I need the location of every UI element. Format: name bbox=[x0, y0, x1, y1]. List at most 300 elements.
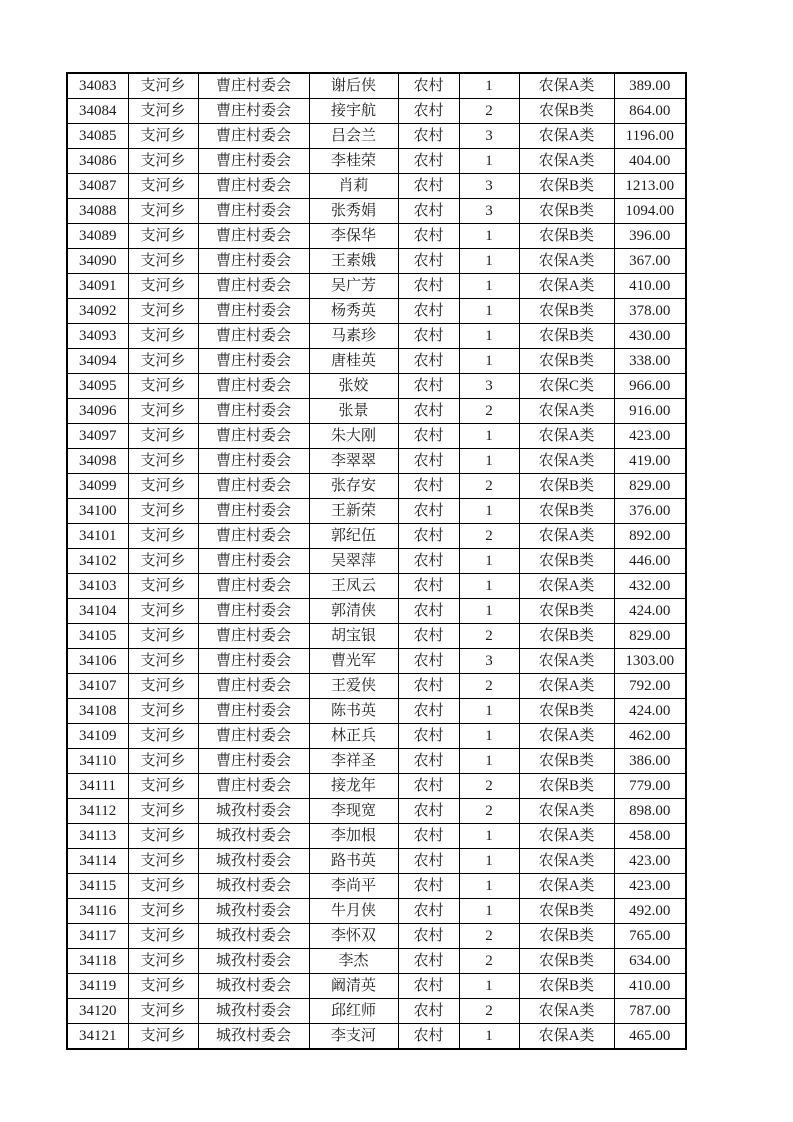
person-count-cell: 3 bbox=[459, 374, 519, 399]
amount-cell: 423.00 bbox=[614, 424, 686, 449]
village-committee-cell: 曹庄村委会 bbox=[198, 574, 309, 599]
table-row bbox=[67, 949, 686, 974]
person-count-cell: 3 bbox=[459, 174, 519, 199]
person-name-cell: 吴广芳 bbox=[309, 274, 398, 299]
township-cell: 支河乡 bbox=[128, 999, 198, 1024]
person-name-cell: 王新荣 bbox=[309, 499, 398, 524]
residence-type-cell: 农村 bbox=[398, 649, 459, 674]
village-committee-cell: 曹庄村委会 bbox=[198, 99, 309, 124]
record-id-cell: 34087 bbox=[67, 174, 128, 199]
insurance-category-cell: 农保B类 bbox=[519, 749, 614, 774]
table-row bbox=[67, 874, 686, 899]
person-count-cell: 1 bbox=[459, 424, 519, 449]
insurance-category-cell: 农保B类 bbox=[519, 349, 614, 374]
table-row bbox=[67, 924, 686, 949]
township-cell: 支河乡 bbox=[128, 174, 198, 199]
residence-type-cell: 农村 bbox=[398, 624, 459, 649]
person-count-cell: 1 bbox=[459, 549, 519, 574]
table-row bbox=[67, 249, 686, 274]
insurance-category-cell: 农保A类 bbox=[519, 799, 614, 824]
amount-cell: 419.00 bbox=[614, 449, 686, 474]
township-cell: 支河乡 bbox=[128, 799, 198, 824]
table-row bbox=[67, 549, 686, 574]
insurance-category-cell: 农保C类 bbox=[519, 374, 614, 399]
record-id-cell: 34120 bbox=[67, 999, 128, 1024]
township-cell: 支河乡 bbox=[128, 874, 198, 899]
person-name-cell: 李翠翠 bbox=[309, 449, 398, 474]
township-cell: 支河乡 bbox=[128, 249, 198, 274]
person-count-cell: 2 bbox=[459, 999, 519, 1024]
residence-type-cell: 农村 bbox=[398, 849, 459, 874]
village-committee-cell: 曹庄村委会 bbox=[198, 424, 309, 449]
residence-type-cell: 农村 bbox=[398, 73, 459, 99]
record-id-cell: 34095 bbox=[67, 374, 128, 399]
village-committee-cell: 城孜村委会 bbox=[198, 849, 309, 874]
residence-type-cell: 农村 bbox=[398, 899, 459, 924]
table-row bbox=[67, 799, 686, 824]
person-name-cell: 李尚平 bbox=[309, 874, 398, 899]
person-count-cell: 1 bbox=[459, 699, 519, 724]
record-id-cell: 34104 bbox=[67, 599, 128, 624]
person-count-cell: 2 bbox=[459, 774, 519, 799]
table-row bbox=[67, 649, 686, 674]
insurance-category-cell: 农保A类 bbox=[519, 1024, 614, 1050]
village-committee-cell: 曹庄村委会 bbox=[198, 73, 309, 99]
amount-cell: 410.00 bbox=[614, 274, 686, 299]
record-id-cell: 34116 bbox=[67, 899, 128, 924]
person-count-cell: 1 bbox=[459, 249, 519, 274]
record-id-cell: 34121 bbox=[67, 1024, 128, 1050]
residence-type-cell: 农村 bbox=[398, 699, 459, 724]
person-name-cell: 李桂荣 bbox=[309, 149, 398, 174]
record-id-cell: 34090 bbox=[67, 249, 128, 274]
village-committee-cell: 曹庄村委会 bbox=[198, 724, 309, 749]
township-cell: 支河乡 bbox=[128, 949, 198, 974]
residence-type-cell: 农村 bbox=[398, 299, 459, 324]
village-committee-cell: 曹庄村委会 bbox=[198, 624, 309, 649]
person-count-cell: 1 bbox=[459, 899, 519, 924]
insurance-category-cell: 农保B类 bbox=[519, 299, 614, 324]
person-count-cell: 3 bbox=[459, 124, 519, 149]
amount-cell: 1094.00 bbox=[614, 199, 686, 224]
insurance-category-cell: 农保A类 bbox=[519, 399, 614, 424]
table-row bbox=[67, 99, 686, 124]
amount-cell: 396.00 bbox=[614, 224, 686, 249]
township-cell: 支河乡 bbox=[128, 299, 198, 324]
person-name-cell: 接龙年 bbox=[309, 774, 398, 799]
person-count-cell: 2 bbox=[459, 524, 519, 549]
township-cell: 支河乡 bbox=[128, 749, 198, 774]
person-name-cell: 吴翠萍 bbox=[309, 549, 398, 574]
township-cell: 支河乡 bbox=[128, 224, 198, 249]
person-name-cell: 李加根 bbox=[309, 824, 398, 849]
person-count-cell: 2 bbox=[459, 924, 519, 949]
amount-cell: 634.00 bbox=[614, 949, 686, 974]
insurance-category-cell: 农保B类 bbox=[519, 899, 614, 924]
township-cell: 支河乡 bbox=[128, 499, 198, 524]
table-row bbox=[67, 474, 686, 499]
residence-type-cell: 农村 bbox=[398, 974, 459, 999]
insurance-category-cell: 农保B类 bbox=[519, 99, 614, 124]
person-count-cell: 1 bbox=[459, 299, 519, 324]
township-cell: 支河乡 bbox=[128, 424, 198, 449]
amount-cell: 898.00 bbox=[614, 799, 686, 824]
table-row bbox=[67, 1024, 686, 1050]
person-name-cell: 陈书英 bbox=[309, 699, 398, 724]
village-committee-cell: 曹庄村委会 bbox=[198, 399, 309, 424]
residence-type-cell: 农村 bbox=[398, 799, 459, 824]
insurance-category-cell: 农保B类 bbox=[519, 324, 614, 349]
table-row bbox=[67, 774, 686, 799]
residence-type-cell: 农村 bbox=[398, 824, 459, 849]
insurance-category-cell: 农保A类 bbox=[519, 274, 614, 299]
record-id-cell: 34085 bbox=[67, 124, 128, 149]
residence-type-cell: 农村 bbox=[398, 574, 459, 599]
amount-cell: 386.00 bbox=[614, 749, 686, 774]
insurance-category-cell: 农保B类 bbox=[519, 174, 614, 199]
amount-cell: 779.00 bbox=[614, 774, 686, 799]
township-cell: 支河乡 bbox=[128, 73, 198, 99]
village-committee-cell: 曹庄村委会 bbox=[198, 524, 309, 549]
record-id-cell: 34108 bbox=[67, 699, 128, 724]
township-cell: 支河乡 bbox=[128, 824, 198, 849]
amount-cell: 423.00 bbox=[614, 849, 686, 874]
insurance-category-cell: 农保A类 bbox=[519, 999, 614, 1024]
insurance-category-cell: 农保A类 bbox=[519, 649, 614, 674]
record-id-cell: 34109 bbox=[67, 724, 128, 749]
insurance-category-cell: 农保B类 bbox=[519, 499, 614, 524]
township-cell: 支河乡 bbox=[128, 599, 198, 624]
person-count-cell: 1 bbox=[459, 224, 519, 249]
township-cell: 支河乡 bbox=[128, 774, 198, 799]
person-count-cell: 1 bbox=[459, 724, 519, 749]
person-name-cell: 马素珍 bbox=[309, 324, 398, 349]
person-count-cell: 1 bbox=[459, 849, 519, 874]
residence-type-cell: 农村 bbox=[398, 874, 459, 899]
record-id-cell: 34117 bbox=[67, 924, 128, 949]
amount-cell: 404.00 bbox=[614, 149, 686, 174]
amount-cell: 376.00 bbox=[614, 499, 686, 524]
township-cell: 支河乡 bbox=[128, 649, 198, 674]
township-cell: 支河乡 bbox=[128, 149, 198, 174]
residence-type-cell: 农村 bbox=[398, 499, 459, 524]
table-row bbox=[67, 499, 686, 524]
amount-cell: 367.00 bbox=[614, 249, 686, 274]
insurance-category-cell: 农保A类 bbox=[519, 874, 614, 899]
record-id-cell: 34110 bbox=[67, 749, 128, 774]
township-cell: 支河乡 bbox=[128, 274, 198, 299]
amount-cell: 787.00 bbox=[614, 999, 686, 1024]
person-name-cell: 牛月侠 bbox=[309, 899, 398, 924]
residence-type-cell: 农村 bbox=[398, 949, 459, 974]
township-cell: 支河乡 bbox=[128, 974, 198, 999]
amount-cell: 432.00 bbox=[614, 574, 686, 599]
residence-type-cell: 农村 bbox=[398, 599, 459, 624]
record-id-cell: 34083 bbox=[67, 73, 128, 99]
record-id-cell: 34115 bbox=[67, 874, 128, 899]
residence-type-cell: 农村 bbox=[398, 674, 459, 699]
insurance-category-cell: 农保A类 bbox=[519, 73, 614, 99]
village-committee-cell: 曹庄村委会 bbox=[198, 499, 309, 524]
person-count-cell: 1 bbox=[459, 73, 519, 99]
record-id-cell: 34088 bbox=[67, 199, 128, 224]
residence-type-cell: 农村 bbox=[398, 349, 459, 374]
person-count-cell: 1 bbox=[459, 349, 519, 374]
record-id-cell: 34111 bbox=[67, 774, 128, 799]
table-row bbox=[67, 849, 686, 874]
amount-cell: 458.00 bbox=[614, 824, 686, 849]
residence-type-cell: 农村 bbox=[398, 749, 459, 774]
township-cell: 支河乡 bbox=[128, 849, 198, 874]
village-committee-cell: 曹庄村委会 bbox=[198, 249, 309, 274]
person-count-cell: 1 bbox=[459, 974, 519, 999]
person-name-cell: 王爱侠 bbox=[309, 674, 398, 699]
table-row bbox=[67, 174, 686, 199]
insurance-category-cell: 农保A类 bbox=[519, 724, 614, 749]
table-row bbox=[67, 974, 686, 999]
person-name-cell: 郭清侠 bbox=[309, 599, 398, 624]
township-cell: 支河乡 bbox=[128, 449, 198, 474]
residence-type-cell: 农村 bbox=[398, 374, 459, 399]
residence-type-cell: 农村 bbox=[398, 124, 459, 149]
amount-cell: 424.00 bbox=[614, 699, 686, 724]
village-committee-cell: 曹庄村委会 bbox=[198, 274, 309, 299]
table-row bbox=[67, 674, 686, 699]
table-row bbox=[67, 749, 686, 774]
person-name-cell: 李杰 bbox=[309, 949, 398, 974]
person-name-cell: 王素娥 bbox=[309, 249, 398, 274]
village-committee-cell: 曹庄村委会 bbox=[198, 599, 309, 624]
record-id-cell: 34103 bbox=[67, 574, 128, 599]
insurance-category-cell: 农保B类 bbox=[519, 699, 614, 724]
village-committee-cell: 曹庄村委会 bbox=[198, 549, 309, 574]
township-cell: 支河乡 bbox=[128, 399, 198, 424]
person-count-cell: 1 bbox=[459, 324, 519, 349]
record-id-cell: 34092 bbox=[67, 299, 128, 324]
table-row bbox=[67, 999, 686, 1024]
table-row bbox=[67, 149, 686, 174]
table-row bbox=[67, 224, 686, 249]
township-cell: 支河乡 bbox=[128, 549, 198, 574]
person-name-cell: 杨秀英 bbox=[309, 299, 398, 324]
records-table-body bbox=[67, 73, 686, 1049]
person-count-cell: 2 bbox=[459, 399, 519, 424]
table-row bbox=[67, 299, 686, 324]
person-name-cell: 唐桂英 bbox=[309, 349, 398, 374]
insurance-category-cell: 农保B类 bbox=[519, 199, 614, 224]
table-row bbox=[67, 824, 686, 849]
village-committee-cell: 曹庄村委会 bbox=[198, 324, 309, 349]
township-cell: 支河乡 bbox=[128, 99, 198, 124]
village-committee-cell: 曹庄村委会 bbox=[198, 224, 309, 249]
person-name-cell: 郭纪伍 bbox=[309, 524, 398, 549]
insurance-category-cell: 农保B类 bbox=[519, 599, 614, 624]
table-row bbox=[67, 424, 686, 449]
person-name-cell: 张秀娟 bbox=[309, 199, 398, 224]
residence-type-cell: 农村 bbox=[398, 549, 459, 574]
person-name-cell: 李保华 bbox=[309, 224, 398, 249]
village-committee-cell: 曹庄村委会 bbox=[198, 674, 309, 699]
township-cell: 支河乡 bbox=[128, 724, 198, 749]
amount-cell: 424.00 bbox=[614, 599, 686, 624]
amount-cell: 338.00 bbox=[614, 349, 686, 374]
record-id-cell: 34107 bbox=[67, 674, 128, 699]
amount-cell: 892.00 bbox=[614, 524, 686, 549]
person-name-cell: 吕会兰 bbox=[309, 124, 398, 149]
table-row bbox=[67, 349, 686, 374]
township-cell: 支河乡 bbox=[128, 574, 198, 599]
table-row bbox=[67, 274, 686, 299]
village-committee-cell: 城孜村委会 bbox=[198, 899, 309, 924]
person-name-cell: 张景 bbox=[309, 399, 398, 424]
township-cell: 支河乡 bbox=[128, 924, 198, 949]
record-id-cell: 34119 bbox=[67, 974, 128, 999]
person-name-cell: 李现宽 bbox=[309, 799, 398, 824]
township-cell: 支河乡 bbox=[128, 124, 198, 149]
person-name-cell: 谢后侠 bbox=[309, 73, 398, 99]
village-committee-cell: 城孜村委会 bbox=[198, 874, 309, 899]
village-committee-cell: 曹庄村委会 bbox=[198, 174, 309, 199]
table-row bbox=[67, 574, 686, 599]
person-count-cell: 3 bbox=[459, 199, 519, 224]
village-committee-cell: 曹庄村委会 bbox=[198, 774, 309, 799]
record-id-cell: 34099 bbox=[67, 474, 128, 499]
village-committee-cell: 城孜村委会 bbox=[198, 799, 309, 824]
residence-type-cell: 农村 bbox=[398, 424, 459, 449]
residence-type-cell: 农村 bbox=[398, 774, 459, 799]
insurance-category-cell: 农保B类 bbox=[519, 624, 614, 649]
amount-cell: 492.00 bbox=[614, 899, 686, 924]
record-id-cell: 34093 bbox=[67, 324, 128, 349]
person-count-cell: 1 bbox=[459, 1024, 519, 1050]
person-count-cell: 1 bbox=[459, 449, 519, 474]
village-committee-cell: 城孜村委会 bbox=[198, 974, 309, 999]
township-cell: 支河乡 bbox=[128, 324, 198, 349]
record-id-cell: 34112 bbox=[67, 799, 128, 824]
township-cell: 支河乡 bbox=[128, 624, 198, 649]
record-id-cell: 34118 bbox=[67, 949, 128, 974]
record-id-cell: 34106 bbox=[67, 649, 128, 674]
village-committee-cell: 城孜村委会 bbox=[198, 949, 309, 974]
person-count-cell: 3 bbox=[459, 649, 519, 674]
amount-cell: 1196.00 bbox=[614, 124, 686, 149]
table-row bbox=[67, 324, 686, 349]
person-name-cell: 曹光军 bbox=[309, 649, 398, 674]
table-row bbox=[67, 73, 686, 99]
village-committee-cell: 曹庄村委会 bbox=[198, 749, 309, 774]
record-id-cell: 34114 bbox=[67, 849, 128, 874]
amount-cell: 462.00 bbox=[614, 724, 686, 749]
amount-cell: 410.00 bbox=[614, 974, 686, 999]
table-row bbox=[67, 699, 686, 724]
village-committee-cell: 曹庄村委会 bbox=[198, 449, 309, 474]
amount-cell: 423.00 bbox=[614, 874, 686, 899]
village-committee-cell: 曹庄村委会 bbox=[198, 349, 309, 374]
person-count-cell: 1 bbox=[459, 149, 519, 174]
person-count-cell: 1 bbox=[459, 499, 519, 524]
insurance-category-cell: 农保B类 bbox=[519, 474, 614, 499]
insurance-category-cell: 农保B类 bbox=[519, 974, 614, 999]
record-id-cell: 34084 bbox=[67, 99, 128, 124]
insurance-category-cell: 农保B类 bbox=[519, 949, 614, 974]
person-count-cell: 1 bbox=[459, 574, 519, 599]
person-name-cell: 路书英 bbox=[309, 849, 398, 874]
person-name-cell: 接宇航 bbox=[309, 99, 398, 124]
person-count-cell: 2 bbox=[459, 949, 519, 974]
table-row bbox=[67, 624, 686, 649]
village-committee-cell: 曹庄村委会 bbox=[198, 474, 309, 499]
village-committee-cell: 曹庄村委会 bbox=[198, 699, 309, 724]
person-name-cell: 邱红师 bbox=[309, 999, 398, 1024]
person-name-cell: 胡宝银 bbox=[309, 624, 398, 649]
record-id-cell: 34100 bbox=[67, 499, 128, 524]
record-id-cell: 34097 bbox=[67, 424, 128, 449]
person-count-cell: 1 bbox=[459, 599, 519, 624]
residence-type-cell: 农村 bbox=[398, 924, 459, 949]
record-id-cell: 34113 bbox=[67, 824, 128, 849]
table-row bbox=[67, 524, 686, 549]
table-row bbox=[67, 124, 686, 149]
insurance-category-cell: 农保A类 bbox=[519, 574, 614, 599]
person-count-cell: 1 bbox=[459, 274, 519, 299]
amount-cell: 430.00 bbox=[614, 324, 686, 349]
table-row bbox=[67, 899, 686, 924]
insurance-category-cell: 农保A类 bbox=[519, 524, 614, 549]
person-name-cell: 朱大刚 bbox=[309, 424, 398, 449]
village-committee-cell: 曹庄村委会 bbox=[198, 149, 309, 174]
village-committee-cell: 曹庄村委会 bbox=[198, 649, 309, 674]
amount-cell: 829.00 bbox=[614, 624, 686, 649]
village-committee-cell: 曹庄村委会 bbox=[198, 124, 309, 149]
village-committee-cell: 城孜村委会 bbox=[198, 999, 309, 1024]
person-name-cell: 张姣 bbox=[309, 374, 398, 399]
insurance-category-cell: 农保B类 bbox=[519, 774, 614, 799]
amount-cell: 1303.00 bbox=[614, 649, 686, 674]
residence-type-cell: 农村 bbox=[398, 199, 459, 224]
amount-cell: 446.00 bbox=[614, 549, 686, 574]
residence-type-cell: 农村 bbox=[398, 474, 459, 499]
township-cell: 支河乡 bbox=[128, 524, 198, 549]
residence-type-cell: 农村 bbox=[398, 224, 459, 249]
residence-type-cell: 农村 bbox=[398, 524, 459, 549]
residence-type-cell: 农村 bbox=[398, 249, 459, 274]
records-table bbox=[66, 72, 687, 1050]
person-count-cell: 2 bbox=[459, 99, 519, 124]
township-cell: 支河乡 bbox=[128, 899, 198, 924]
amount-cell: 1213.00 bbox=[614, 174, 686, 199]
insurance-category-cell: 农保A类 bbox=[519, 449, 614, 474]
person-name-cell: 张存安 bbox=[309, 474, 398, 499]
person-name-cell: 阚清英 bbox=[309, 974, 398, 999]
insurance-category-cell: 农保A类 bbox=[519, 849, 614, 874]
insurance-category-cell: 农保A类 bbox=[519, 124, 614, 149]
record-id-cell: 34105 bbox=[67, 624, 128, 649]
township-cell: 支河乡 bbox=[128, 674, 198, 699]
record-id-cell: 34089 bbox=[67, 224, 128, 249]
amount-cell: 389.00 bbox=[614, 73, 686, 99]
amount-cell: 465.00 bbox=[614, 1024, 686, 1050]
insurance-category-cell: 农保B类 bbox=[519, 224, 614, 249]
table-row bbox=[67, 199, 686, 224]
person-count-cell: 2 bbox=[459, 799, 519, 824]
insurance-category-cell: 农保A类 bbox=[519, 824, 614, 849]
residence-type-cell: 农村 bbox=[398, 99, 459, 124]
insurance-category-cell: 农保B类 bbox=[519, 549, 614, 574]
village-committee-cell: 城孜村委会 bbox=[198, 824, 309, 849]
person-count-cell: 2 bbox=[459, 674, 519, 699]
record-id-cell: 34102 bbox=[67, 549, 128, 574]
person-name-cell: 李支河 bbox=[309, 1024, 398, 1050]
